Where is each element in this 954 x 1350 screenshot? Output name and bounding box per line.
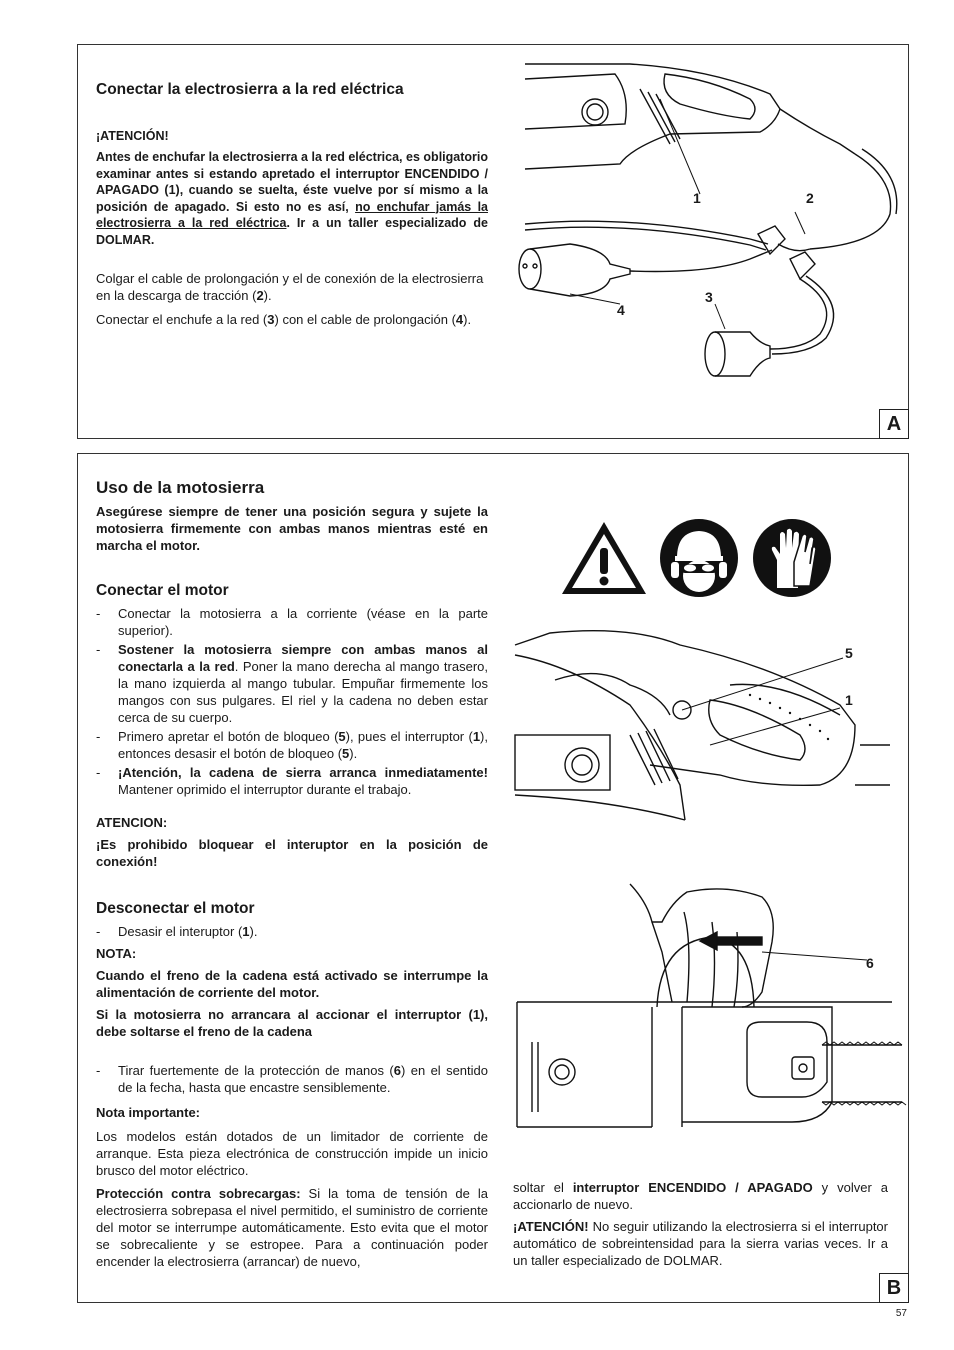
nota-text-2 — [96, 1006, 488, 1040]
figure-label-1: 1 — [693, 190, 701, 206]
figure-chain-brake-hand-guard — [512, 882, 902, 1132]
panel-letter-b: B — [879, 1273, 909, 1303]
warning-text-3: . Ir a un taller especializado de DOLMAR. — [96, 216, 488, 247]
pull-c: ) en el sentido de la fecha, hasta que encastre sensiblemente. — [118, 1063, 488, 1095]
rp1-c: y volver a accionarlo de nuevo. — [513, 1180, 888, 1212]
item3-c: ), pues el interruptor ( — [345, 729, 473, 744]
disconnect-b: 1 — [242, 924, 250, 939]
subtitle-disconnect-motor: Desconectar el motor — [96, 900, 255, 917]
important-heading: Nota importante: — [96, 1105, 200, 1120]
warning-triangle-icon — [560, 520, 648, 596]
atencion-text: ¡Es prohibido bloquear el interuptor en la posición de conexión! — [96, 837, 488, 869]
disconnect-item — [96, 923, 488, 940]
warning-text-1: Antes de enchufar la electrosierra a la red eléctrica, es obligatorio examinar antes si estando apretado el interruptor ENCENDIDO / APAGADO (1), cuando se suelta, éste vuelve por sí mismo a la posición de apagado — [96, 150, 488, 214]
figure-label-5: 5 — [845, 645, 853, 661]
figure-label-2: 2 — [806, 190, 814, 206]
item4-bold: ¡Atención, la cadena de sierra arranca inmediatamente! — [118, 765, 488, 780]
item3-f: 5 — [342, 746, 350, 761]
atencion-heading: ATENCION: — [96, 815, 168, 830]
para1-text: Colgar el cable de prolongación y el de conexión de la electrosierra en la descarga de tracción ( — [96, 271, 484, 303]
section-title-use: Uso de la motosierra — [96, 478, 265, 497]
para1-ref: 2 — [256, 288, 264, 303]
gloves-icon — [752, 518, 832, 598]
right-paragraph-1 — [513, 1179, 888, 1213]
connect-steps-list — [96, 605, 488, 798]
list-item — [96, 764, 488, 798]
list-item — [96, 728, 488, 762]
warning-text-2: . Si esto no es así, — [226, 199, 356, 214]
para2-ref-4: 4 — [455, 312, 464, 327]
overload-head: Protección contra sobrecargas: — [96, 1186, 301, 1201]
para2-text-c: ) con el cable de prolongación ( — [274, 312, 456, 327]
figure-label-6: 6 — [866, 955, 874, 971]
para2-text-a: Conectar el enchufe a la red ( — [96, 312, 268, 327]
subtitle-connect-motor: Conectar el motor — [96, 582, 229, 599]
item2-rest: . Poner la mano derecha al mango trasero, la mano izquierda al mango tubular. Empuñar firmemente los mangos con sus pulgares. El riel y la cadena no deben estar cerca de su cuerpo. — [118, 659, 489, 725]
pull-b: 6 — [393, 1063, 401, 1078]
item3-g: ). — [349, 746, 358, 761]
nota2-a: Si la motosierra no arrancara al accionar el interruptor ( — [96, 1007, 473, 1022]
rp2-head: ¡ATENCIÓN! — [513, 1219, 589, 1234]
pull-hand-guard-item — [96, 1062, 488, 1096]
warning-underlined: no enchufar jamás la electrosierra a la red eléctrica — [96, 199, 488, 230]
nota2-c: ), debe soltarse el freno de la cadena — [96, 1007, 488, 1039]
warning-heading: ¡ATENCIÓN! — [96, 129, 169, 143]
figure-label-4: 4 — [617, 302, 625, 318]
figure-handle-lock-button — [510, 625, 890, 820]
section-title-connect-network: Conectar la electrosierra a la red eléctrica — [96, 81, 404, 98]
figure-label-1b: 1 — [845, 692, 853, 708]
item3-e: ), entonces desasir el botón de bloqueo ( — [118, 729, 488, 761]
overload-text: Si la toma de tensión de la electrosierra sobrepasa el nivel permitido, el suministro de corriente del motor se interrumpe automáticamente. Esto evita que el motor se sobrecaliente y se estropee. Para a continuación poder encender la electrosierra (arrancar) de nuevo, — [96, 1186, 488, 1269]
item3-d: 1 — [472, 729, 481, 744]
rp1-b: interruptor ENCENDIDO / APAGADO — [572, 1180, 813, 1195]
nota-heading: NOTA: — [96, 946, 137, 961]
panel-letter-a: A — [879, 409, 909, 439]
item2-bold: Sostener la motosierra siempre con ambas manos al conectarla a la red — [118, 642, 488, 674]
overload-paragraph — [96, 1185, 488, 1270]
intro-paragraph: Asegúrese siempre de tener una posición segura y sujete la motosierra firmemente con ambas manos mientras esté en marcha el motor. — [96, 504, 488, 553]
nota-text-1: Cuando el freno de la cadena está activado se interrumpe la alimentación de corriente del motor. — [96, 968, 488, 1000]
helmet-goggles-earmuffs-icon — [659, 518, 739, 598]
right-paragraph-2 — [513, 1218, 888, 1269]
para2-ref-3: 3 — [267, 312, 275, 327]
disconnect-a: Desasir el interuptor ( — [118, 924, 243, 939]
paragraph-hang-cables — [96, 270, 488, 304]
important-text: Los modelos están dotados de un limitador de corriente de arranque. Esta pieza electrónica de construcción impide un inicio brusco del motor eléctrico. — [96, 1129, 488, 1178]
page-number: 57 — [895, 1308, 907, 1319]
list-item — [96, 641, 488, 726]
item4-rest: Mantener oprimido el interruptor durante el trabajo. — [118, 782, 412, 797]
rp1-a: soltar el — [513, 1180, 573, 1195]
para2-text-e: ). — [463, 312, 472, 327]
item3-a: Primero apretar el botón de bloqueo ( — [118, 729, 339, 744]
paragraph-connect-plug — [96, 311, 488, 328]
pull-a: Tirar fuertemente de la protección de manos ( — [118, 1063, 394, 1078]
para1-end: ). — [263, 288, 272, 303]
warning-paragraph — [96, 149, 488, 248]
rp2-text: No seguir utilizando la electrosierra si el interruptor automático de sobreintensidad para la sierra varias veces. Ir a un taller especializado de DOLMAR. — [513, 1219, 888, 1268]
nota2-b: 1 — [472, 1007, 481, 1022]
list-item: - Conectar la motosierra a la corriente (véase en la parte superior). — [96, 605, 488, 639]
item3-b: 5 — [338, 729, 346, 744]
figure-chainsaw-cable-connection — [510, 54, 900, 384]
disconnect-c: ). — [249, 924, 258, 939]
figure-label-3: 3 — [705, 289, 713, 305]
